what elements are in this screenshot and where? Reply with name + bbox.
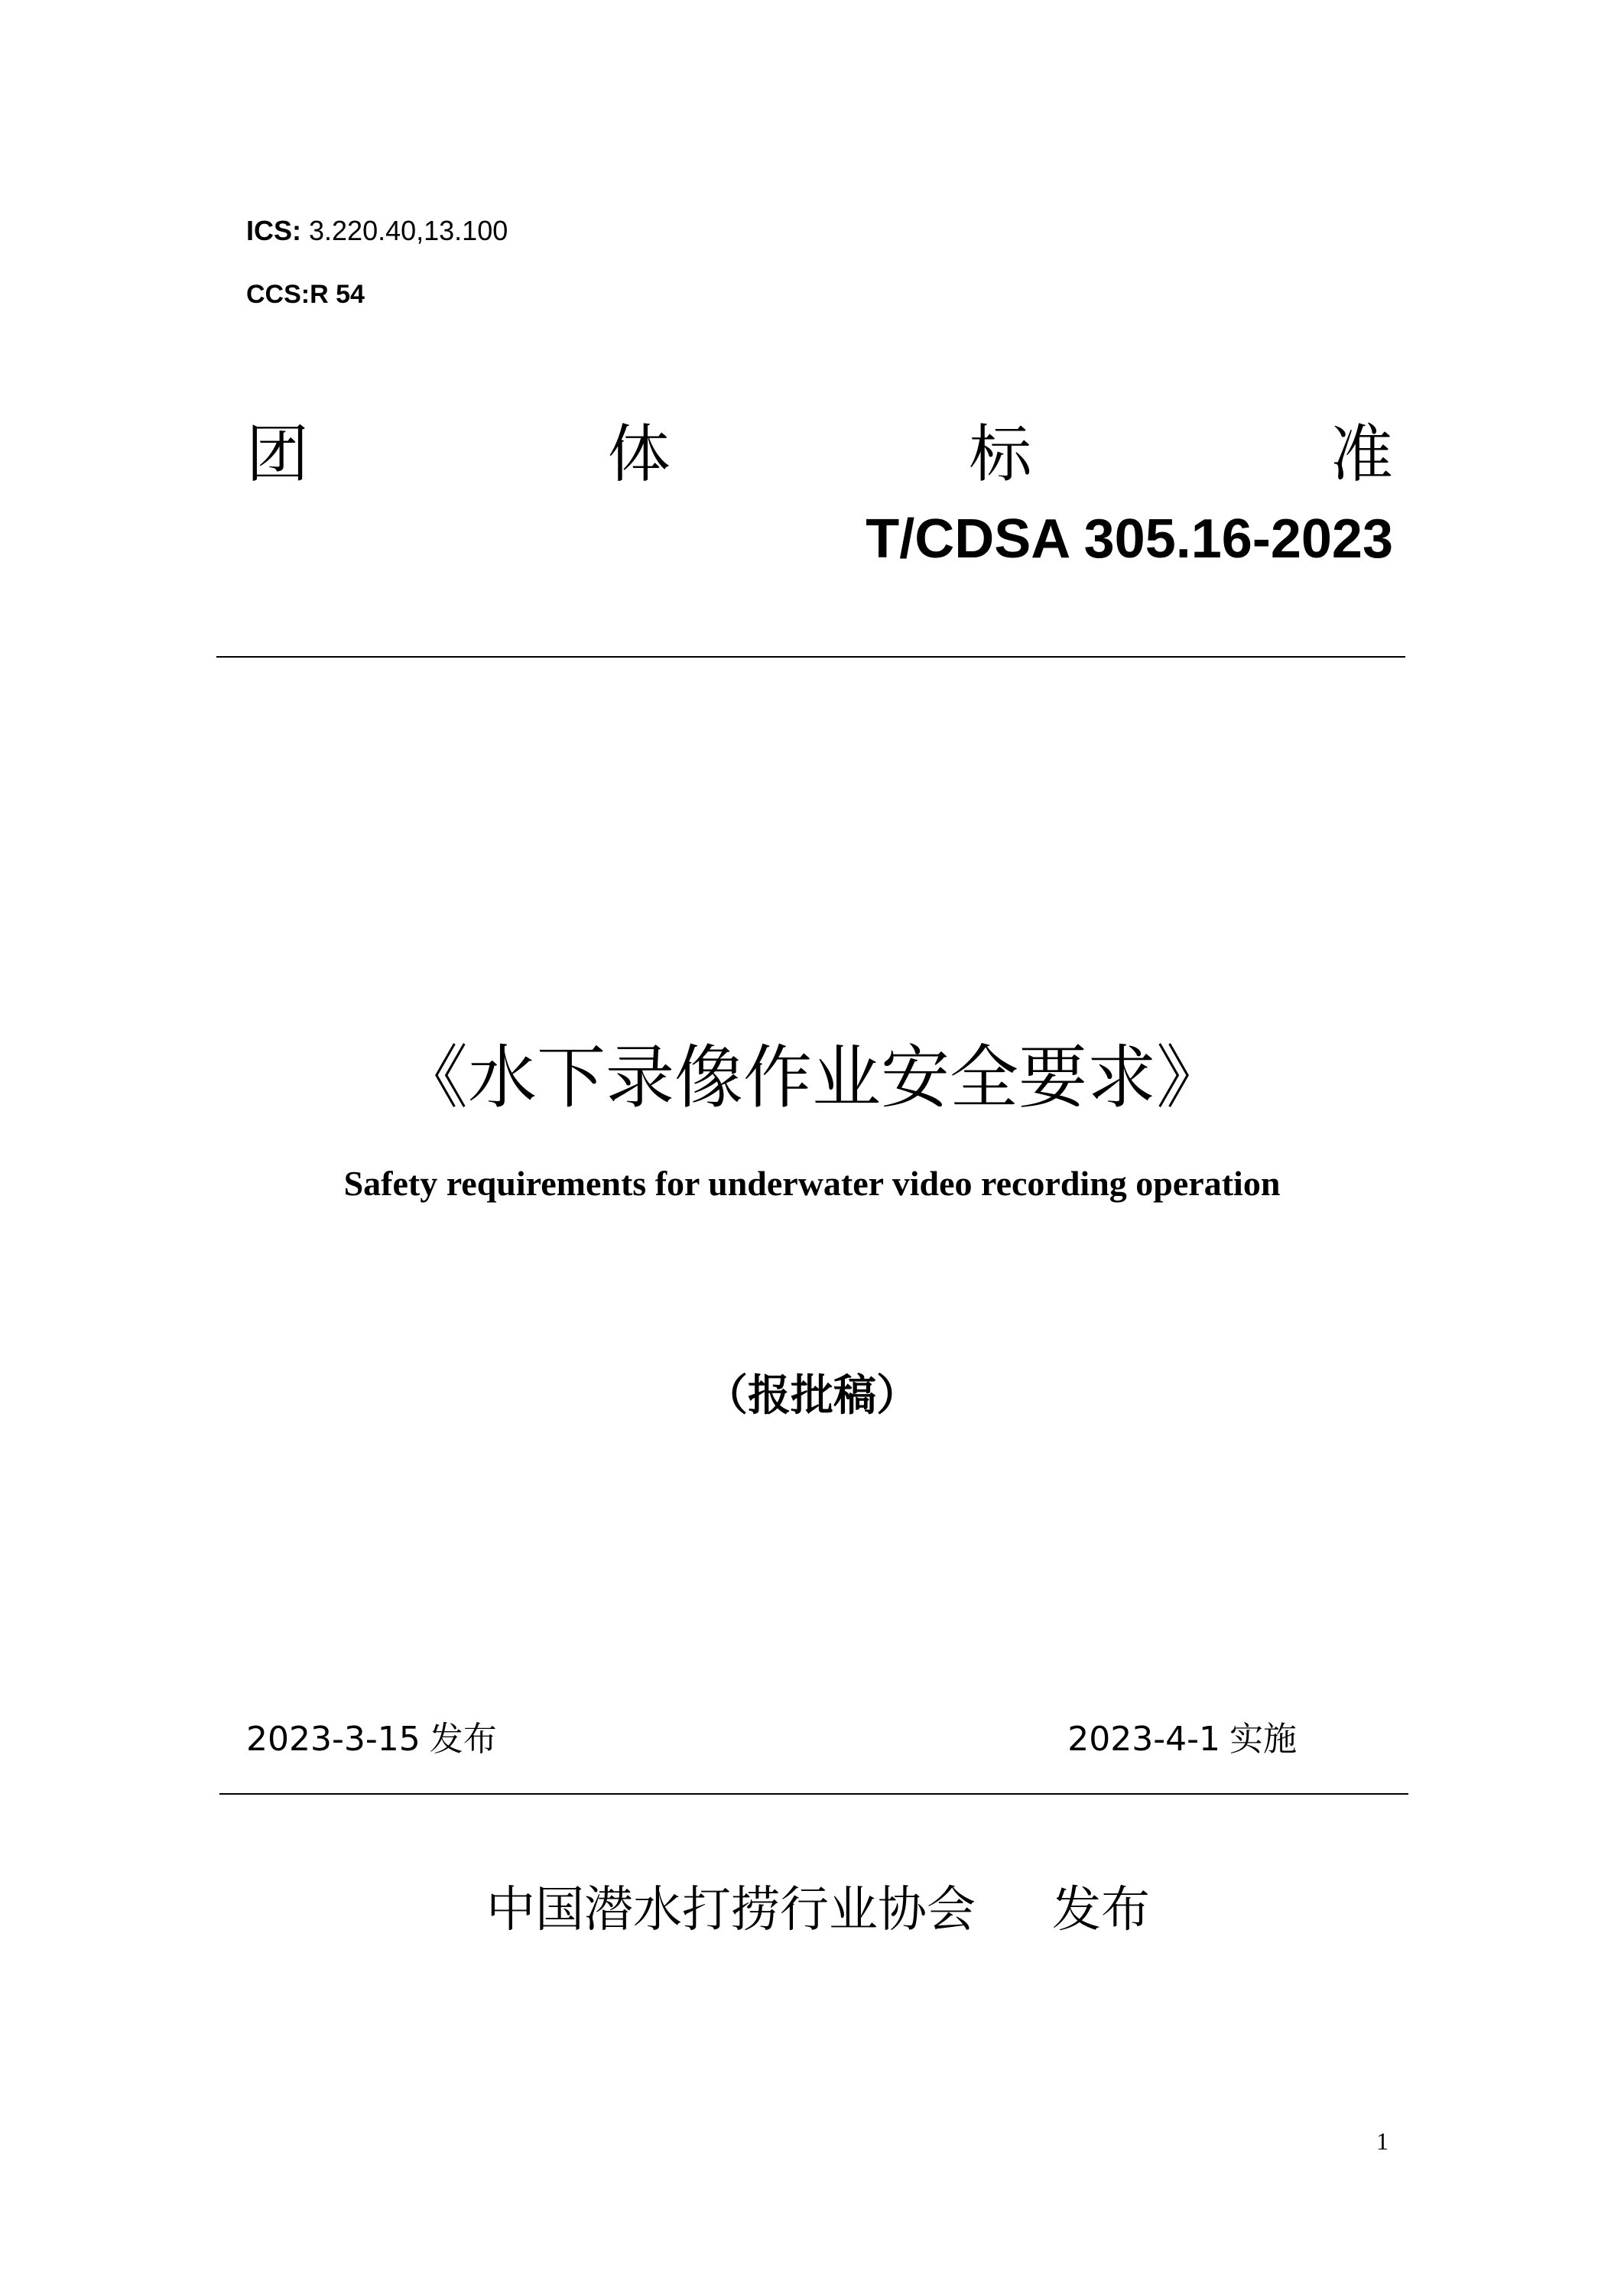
effective-date [1067, 1717, 1297, 1763]
top-divider [216, 656, 1405, 658]
draft-status: （报批稿） [705, 1371, 919, 1421]
release-date-value: 2023-3-15 [246, 1720, 421, 1759]
effective-date-label: 实施 [1229, 1720, 1297, 1759]
document-title-chinese: 《水下录像作业安全要求》 [399, 1038, 1225, 1118]
publisher-line [486, 1877, 1150, 1943]
publisher-action: 发布 [1052, 1882, 1150, 1938]
standard-type-char-3: 标 [969, 418, 1032, 491]
effective-date-value: 2023-4-1 [1067, 1720, 1220, 1759]
standard-type-char-1: 团 [246, 418, 310, 491]
standard-type-char-4: 准 [1330, 418, 1393, 491]
standard-type-heading [246, 417, 1393, 493]
page-number: 1 [1376, 2127, 1389, 2155]
ccs-classification: CCS:R 54 [246, 280, 365, 309]
standard-type-char-2: 体 [607, 418, 671, 491]
bottom-divider [219, 1793, 1408, 1795]
document-title-english: Safety requirements for underwater video recording operation [343, 1164, 1281, 1203]
release-date [246, 1717, 497, 1763]
release-date-label: 发布 [429, 1720, 497, 1759]
publisher-name: 中国潜水打捞行业协会 [486, 1882, 976, 1938]
standard-code: T/CDSA 305.16-2023 [866, 509, 1393, 570]
ics-value: 3.220.40,13.100 [301, 215, 508, 246]
ics-classification [246, 213, 508, 249]
ics-label: ICS: [246, 215, 301, 246]
